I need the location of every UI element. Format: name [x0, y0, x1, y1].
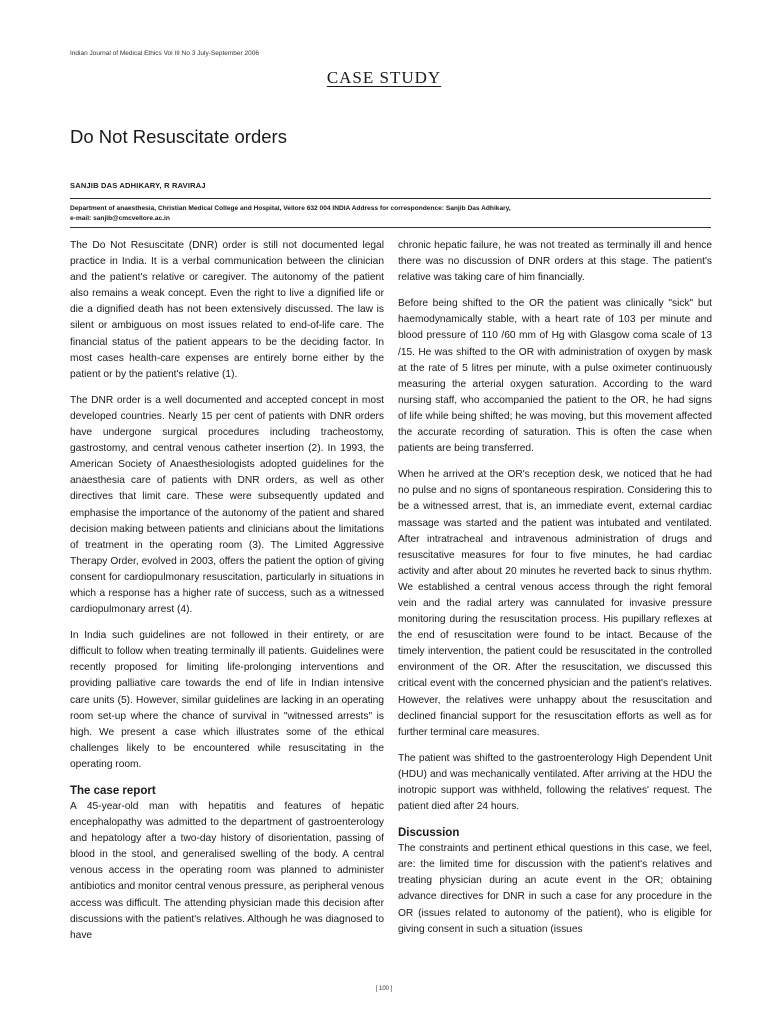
journal-citation: Indian Journal of Medical Ethics Vol III No 3 July-September 2006 [70, 50, 259, 57]
paragraph: The constraints and pertinent ethical questions in this case, we feel, are: the limited time for discussion with the patient's relatives and treating physician during an acute event in the OR; obtaining advance directives for DNR in such a case for any procedure in the OR (issues related to autonomy of the patient), who is eligible for giving consent in such a situation (issues [398, 843, 712, 935]
right-column [398, 238, 712, 948]
affiliation [70, 204, 711, 224]
paragraph: chronic hepatic failure, he was not treated as terminally ill and hence there was no discussion of DNR orders at this stage. The patient's relative was taking care of him financially. [398, 240, 712, 284]
section-label: CASE STUDY [326, 68, 442, 87]
correspondence-email: e-mail: sanjib@cmcvellore.ac.in [70, 215, 170, 222]
heading-discussion: Discussion [398, 827, 460, 840]
affiliation-line: Department of anaesthesia, Christian Medical College and Hospital, Vellore 632 004 INDIA Address for correspondence: Sanjib Das Adhikary, [70, 205, 511, 212]
paragraph: In India such guidelines are not followed in their entirety, or are difficult to follow when treating terminally ill patients. Guidelines were recently proposed for limiting life-prolonging interventions and providing palliative care towards the end of life in Indian intensive care units (5). However, similar guidelines are lacking in an operating room set-up where the chance of survival in "witnessed arrests" is high. We present a case which illustrates some of the ethical challenges likely to be encountered while resuscitating in the operating room. [70, 630, 384, 770]
paragraph: The Do Not Resuscitate (DNR) order is still not documented legal practice in India. It is a verbal communication between the clinician and the patient's relative or caregiver. The autonomy of the patient also remains a weak concept. Even the right to live a dignified life or die a dignified death has not been extensively discussed. The law is silent or ambiguous on most issues related to end-of-life care. The financial status of the patient appears to be the deciding factor. In most cases health-care expenses are entirely borne either by the patient or by the patient's relative (1). [70, 240, 384, 380]
paragraph: The DNR order is a well documented and accepted concept in most developed countries. Nearly 15 per cent of patients with DNR orders have undergone surgical procedures including tracheostomy, gastrostomy, and central venous catheter insertion (2). In 1993, the American Society of Anaesthesiologists adopted guidelines for the anaesthesia care of patients with DNR orders, as well as other directives that limit care. These were subsequently updated and emphasise the importance of the autonomy of the patient and shared decision making between patients and clinicians about the limitations of treatment in the operating room (3). The Limited Aggressive Therapy Order, evolved in 2003, offers the patient the option of giving consent for cardiopulmonary resuscitation, particularly in situations in which a response has a higher rate of success, such as a witnessed cardiopulmonary arrest (4). [70, 394, 384, 616]
heading-case-report: The case report [70, 785, 156, 797]
author-list: SANJIB DAS ADHIKARY, R RAVIRAJ [70, 181, 206, 190]
left-column [70, 238, 384, 954]
page-number: [ 100 ] [375, 986, 393, 992]
paragraph: A 45-year-old man with hepatitis and features of hepatic encephalopathy was admitted to the department of gastroenterology and hepatology after a two-day history of disorientation, passing of blood in the stool, and generalised swelling of the body. A central venous access in the operating room was planned to administer antibiotics and monitor central venous pressure, as peripheral venous access was difficult. The attending physician made this decision after discussions with the patient's relatives. Although he was diagnosed to have [70, 801, 384, 941]
paragraph: The patient was shifted to the gastroenterology High Dependent Unit (HDU) and was mechanically ventilated. After arriving at the HDU the inotropic support was withheld, following the relatives' request. The patient died after 24 hours. [398, 752, 712, 813]
paragraph: When he arrived at the OR's reception desk, we noticed that he had no pulse and no signs of spontaneous respiration. Considering this to be a witnessed arrest, that is, an immediate event, external cardiac massage was started and the patient was intubated and ventilated. After intratracheal and intravenous administration of drugs and resuscitative measures for four to five minutes, he had cardiac activity and after about 20 minutes he reverted back to sinus rhythm. We established a central venous access through the right femoral vein and the radial artery was cannulated for invasive pressure monitoring during the resuscitation process. His pupillary reflexes at the end of resuscitation were found to be intact. Because of the timely intervention, the patient could be resuscitated in the controlled environment of the OR. After the resuscitation, we discussed this critical event with the concerned physician and the patient's relatives. However, the relatives were unhappy about the resuscitation and declined financial support for the resuscitation efforts as well as for further terminal care measures. [398, 469, 712, 738]
bottom-divider [70, 227, 711, 228]
article-title: Do Not Resuscitate orders [70, 126, 287, 147]
paragraph: Before being shifted to the OR the patient was clinically "sick" but haemodynamically stable, with a heart rate of 103 per minute and blood pressure of 110 /60 mm of Hg with Glasgow coma scale of 13 /15. He was shifted to the OR with administration of oxygen by mask at the rate of 5 litres per minute, with a pulse oximeter continuously measuring the arterial oxygen saturation. According to the ward nursing staff, who accompanied the patient to the OR, he had signs of life while being shifted; he was moving, but this movement affected the accurate recording of saturation. This is often the case when patients are being transferred. [398, 298, 712, 455]
top-divider [70, 198, 711, 199]
